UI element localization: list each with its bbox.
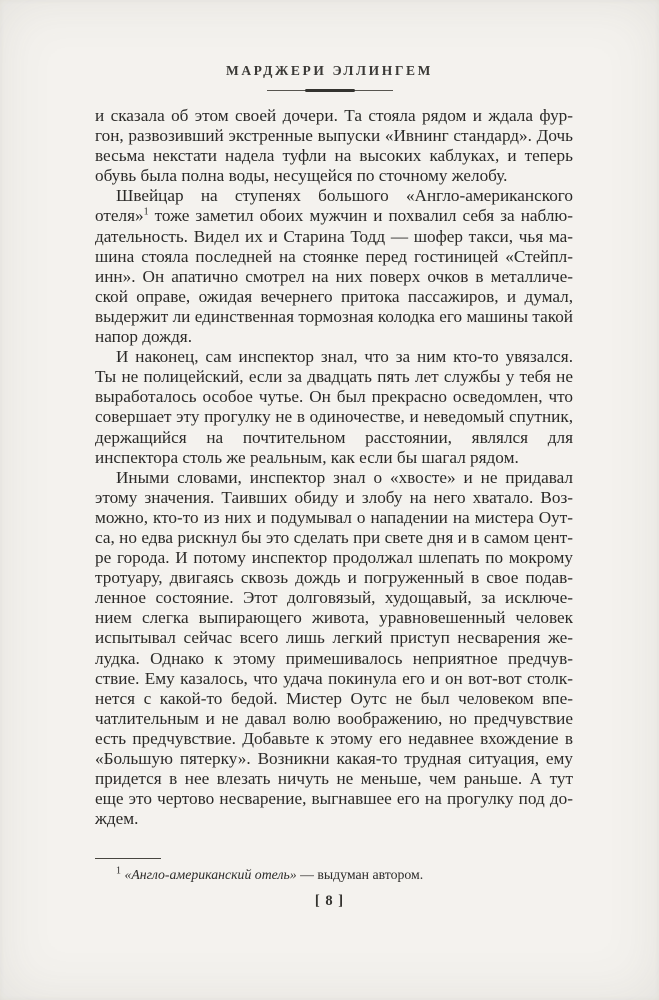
footnote-reference: 1 <box>143 206 149 218</box>
header-divider-thick-line <box>305 89 355 92</box>
paragraph-2-text-after-footnote-ref: тоже заметил обоих мужчин и похвалил себя за наблюдательность. Видел их и Старина Тодд — шофер такси, чья машина стояла последней на стоянке перед гостиницей «Стейплинн». Он апатично смотрел на них поверх очков в металлической оправе, ожидая вечернего притока пассажиров, и думал, выдержит ли единственная тормозная колодка его машины такой напор дождя. <box>95 206 573 347</box>
footnote-marker: 1 <box>116 865 121 877</box>
body-text <box>95 106 573 829</box>
footnote-divider <box>95 858 161 859</box>
running-head: МАРДЖЕРИ ЭЛЛИНГЕМ <box>225 63 434 78</box>
paragraph-4: Иными словами, инспектор знал о «хвосте» и не придавал этому значения. Таивших обиду и злобу на него хватало. Возможно, кто-то из них и подумывал о нападении на мистера Оутса, но едва рискнул бы это сделать при свете дня и в самом центре города. И потому инспектор продолжал шлепать по мокрому тротуару, двигаясь сквозь дождь и погруженный в свое подавленное состояние. Этот долговязый, худощавый, за исключением слегка выпирающего живота, уравновешенный человек испытывал сейчас всего лишь легкий приступ несварения желудка. Однако к этому примешивалось неприятное предчувствие. Ему казалось, что удача покинула его и он вот-вот столкнется с какой-то бедой. Мистер Оутс не был человеком впечатлительным и не давал волю воображению, но предчувствие есть предчувствие. Добавьте к этому его недавнее вхождение в «Большую пятерку». Возникни какая-то трудная ситуация, ему придется в нее влезать ничуть не меньше, чем раньше. А тут еще это чертово несварение, выгнавшее его на прогулку под дождем. <box>95 467 573 829</box>
paragraph-2 <box>95 186 573 347</box>
paragraph-1: и сказала об этом своей дочери. Та стояла рядом и ждала фургон, развозивший экстренные выпуски «Ивнинг стандард». Дочь весьма некстати надела туфли на высоких каблуках, и теперь обувь была полна воды, несущейся по сточному желобу. <box>95 106 573 186</box>
footnote <box>95 858 573 883</box>
footnote-term: «Англо-американский отель» <box>124 867 297 882</box>
paragraph-3: И наконец, сам инспектор знал, что за ним кто-то увязался. Ты не полицейский, если за двадцать пять лет службы у тебя не выработалось особое чутье. Он был прекрасно осведомлен, что совершает эту прогулку не в одиночестве, и неведомый спутник, держащийся на почтительном расстоянии, являлся для инспектора столь же реальным, как если бы шагал рядом. <box>95 347 573 467</box>
paragraph-2-text-before-footnote-ref: Швейцар на ступенях большого «Англо-американского отеля» <box>95 186 573 226</box>
page-number: [ 8 ] <box>314 893 345 909</box>
header-divider <box>267 89 393 92</box>
footnote-text <box>95 866 573 883</box>
footnote-rest: — выдуман автором. <box>296 867 424 882</box>
